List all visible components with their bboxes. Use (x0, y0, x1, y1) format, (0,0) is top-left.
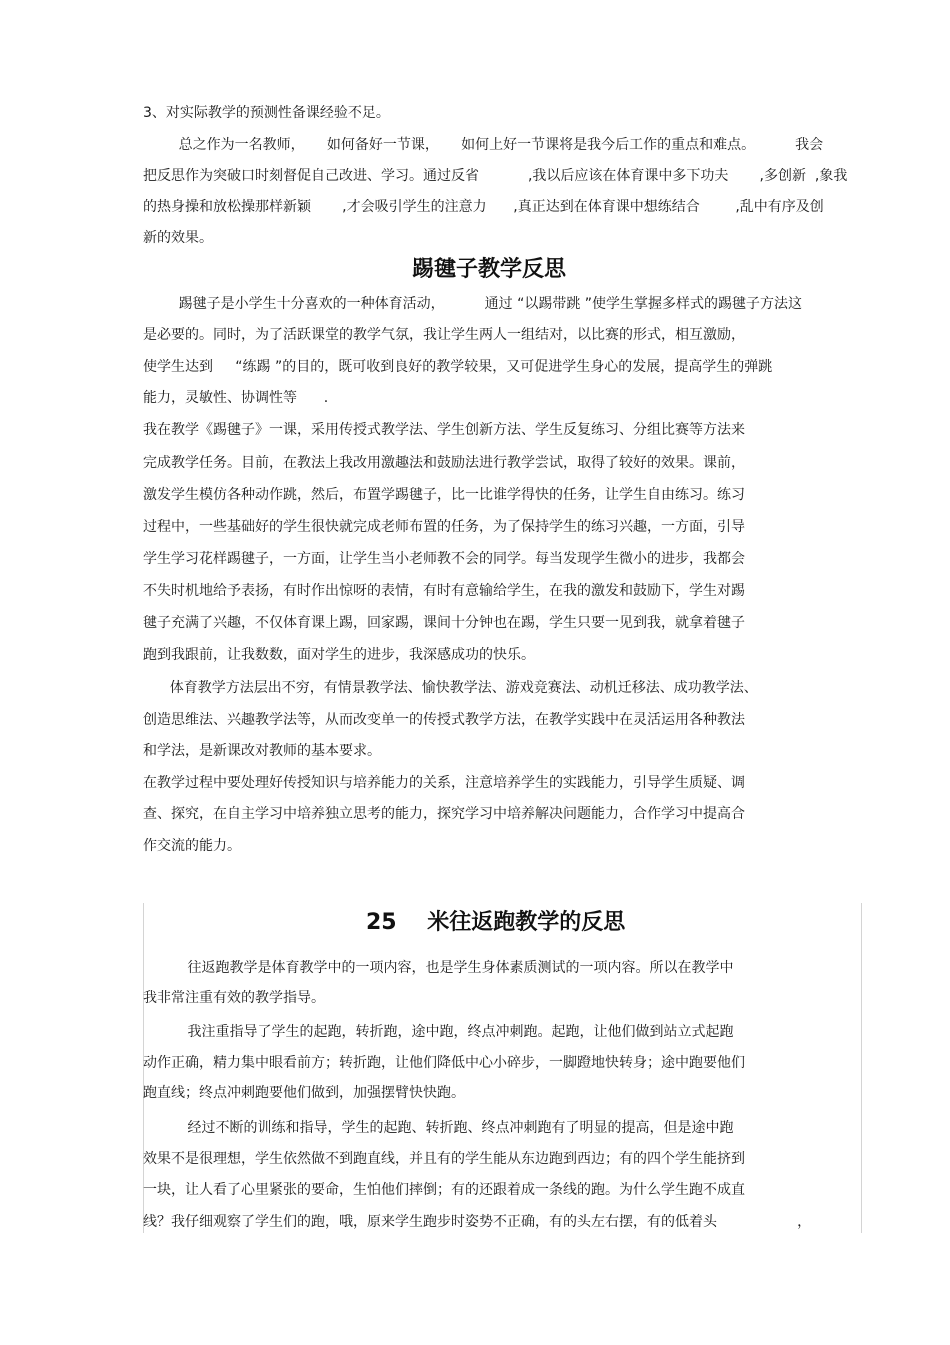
jianzi-line-12: 跑到我跟前，让我数数，面对学生的进步，我深感成功的快乐。 (143, 647, 535, 663)
jianzi-line-4: 能力，灵敏性、协调性等 . (143, 390, 329, 406)
run-line-8: 一块，让人看了心里紧张的要命，生怕他们摔倒；有的还跟着成一条线的跑。为什么学生跑不成直 (143, 1182, 745, 1198)
run-line-1: 往返跑教学是体育教学中的一项内容，也是学生身体素质测试的一项内容。所以在教学中 (143, 960, 734, 976)
jianzi-line-15: 和学法，是新课改对教师的基本要求。 (143, 743, 381, 759)
jianzi-line-14: 创造思维法、兴趣教学法等，从而改变单一的传授式教学方法，在教学实践中在灵活运用各种教法 (143, 712, 745, 728)
jianzi-line-2: 是必要的。同时，为了活跃课堂的教学气氛，我让学生两人一组结对，以比赛的形式，相互激励， (143, 327, 745, 343)
jianzi-line-18: 作交流的能力。 (143, 838, 241, 854)
run-line-6: 经过不断的训练和指导，学生的起跑、转折跑、终点冲刺跑有了明显的提高，但是途中跑 (143, 1120, 734, 1136)
jianzi-title: 踢毽子教学反思 (412, 257, 567, 282)
jianzi-line-8: 过程中，一些基础好的学生很快就完成老师布置的任务，为了保持学生的练习兴趣，一方面，引导 (143, 519, 745, 535)
intro-line-5: 新的效果。 (143, 230, 213, 246)
jianzi-line-11: 毽子充满了兴趣，不仅体育课上踢，回家踢，课间十分钟也在踢，学生只要一见到我，就拿着毽子 (143, 615, 745, 631)
intro-line-2: 总之作为一名教师， 如何备好一节课， 如何上好一节课将是我今后工作的重点和难点。 我会 (143, 137, 824, 153)
jianzi-line-1: 踢毽子是小学生十分喜欢的一种体育活动， 通过 “以踢带跳 ”使学生掌握多样式的踢毽子方法这 (143, 296, 803, 312)
jianzi-line-17: 查、探究，在自主学习中培养独立思考的能力，探究学习中培养解决问题能力，合作学习中提高合 (143, 806, 745, 822)
jianzi-line-6: 完成教学任务。目前，在教法上我改用激趣法和鼓励法进行教学尝试，取得了较好的效果。课前， (143, 455, 745, 471)
jianzi-line-16: 在教学过程中要处理好传授知识与培养能力的关系，注意培养学生的实践能力，引导学生质疑、调 (143, 775, 745, 791)
run-right-border (861, 903, 862, 1233)
intro-line-1: 3、对实际教学的预测性备课经验不足。 (143, 105, 390, 121)
run-title: 25 米往返跑教学的反思 (366, 910, 626, 935)
intro-line-4: 的热身操和放松操那样新颖 ,才会吸引学生的注意力 ,真正达到在体育课中想练结合 ,乱中有序及创 (143, 199, 824, 215)
run-line-4: 动作正确，精力集中眼看前方；转折跑，让他们降低中心小碎步，一脚蹬地快转身；途中跑要他们 (143, 1055, 745, 1071)
run-line-5: 跑直线；终点冲刺跑要他们做到，加强摆臂快快跑。 (143, 1085, 465, 1101)
jianzi-line-7: 激发学生模仿各种动作跳，然后，布置学踢毽子，比一比谁学得快的任务，让学生自由练习。练习 (143, 487, 745, 503)
jianzi-line-5: 我在教学《踢毽子》一课，采用传授式教学法、学生创新方法、学生反复练习、分组比赛等方法来 (143, 422, 745, 438)
run-line-7: 效果不是很理想，学生依然做不到跑直线，并且有的学生能从东边跑到西边；有的四个学生能挤到 (143, 1151, 745, 1167)
run-line-3: 我注重指导了学生的起跑，转折跑，途中跑，终点冲刺跑。起跑，让他们做到站立式起跑 (143, 1024, 734, 1040)
jianzi-line-3: 使学生达到 “练踢 ”的目的，既可收到良好的教学较果，又可促进学生身心的发展，提高学生的弹跳 (143, 359, 773, 375)
jianzi-line-9: 学生学习花样踢毽子，一方面，让学生当小老师教不会的同学。每当发现学生微小的进步，我都会 (143, 551, 745, 567)
jianzi-line-13: 体育教学方法层出不穷，有情景教学法、愉快教学法、游戏竞赛法、动机迁移法、成功教学法、 (143, 680, 758, 696)
run-line-9: 线？我仔细观察了学生们的跑，哦，原来学生跑步时姿势不正确，有的头左右摆，有的低着头 ， (143, 1214, 812, 1230)
run-line-2: 我非常注重有效的教学指导。 (143, 990, 325, 1006)
jianzi-line-10: 不失时机地给予表扬，有时作出惊呀的表情，有时有意输给学生，在我的激发和鼓励下，学生对踢 (143, 583, 745, 599)
intro-line-3: 把反思作为突破口时刻督促自己改进、学习。通过反省 ,我以后应该在体育课中多下功夫 ,多创新 ,象我 (143, 168, 848, 184)
